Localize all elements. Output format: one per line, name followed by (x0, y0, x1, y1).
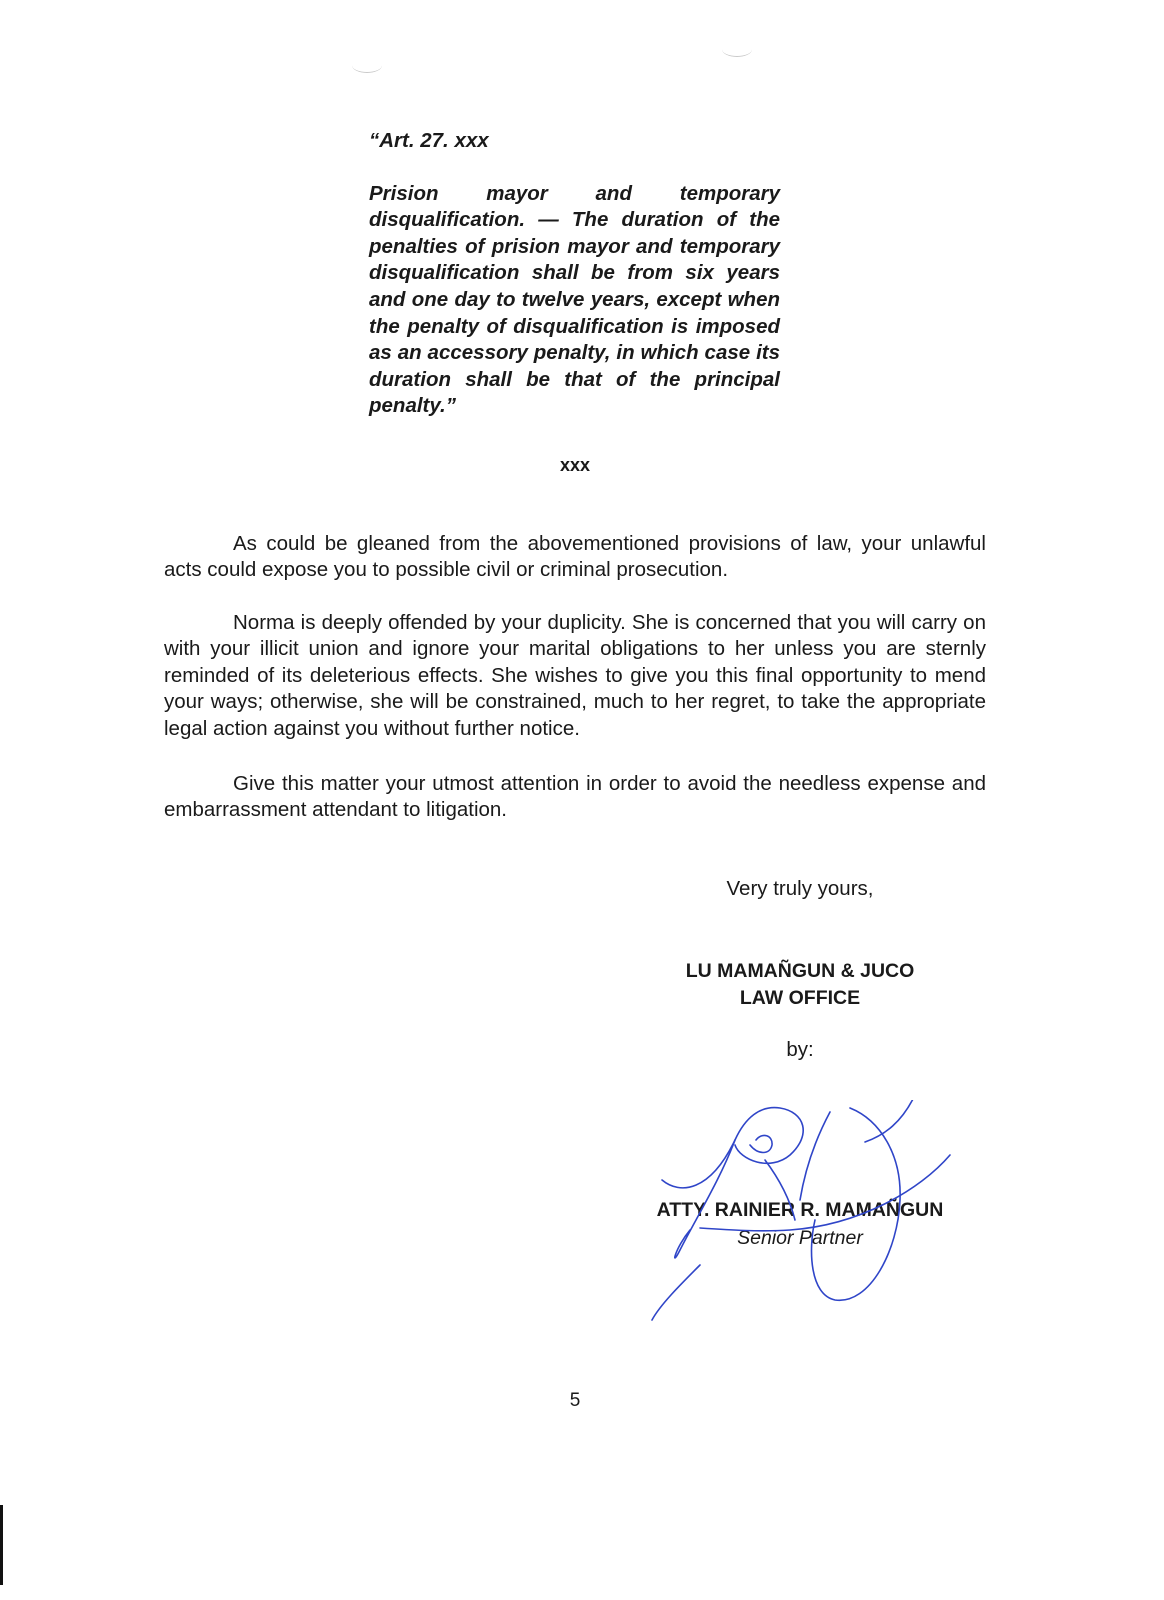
quoted-provision (369, 128, 780, 420)
punch-hole-mark-left (352, 58, 382, 73)
closing-salutation: Very truly yours, (726, 877, 874, 900)
quote-body: Prision mayor and temporary disqualification. — The duration of the penalties of prision mayor and temporary disqualification shall be from six years and one day to twelve years, except when the penalty of disqualification is imposed as an accessory penalty, in which case its duration shall be that of the principal penalty.” (369, 181, 780, 418)
quote-omission-mark: xxx (559, 455, 591, 475)
signer-name: ATTY. RAINIER R. MAMAÑGUN (656, 1199, 944, 1221)
paragraph-prosecution: As could be gleaned from the abovementioned provisions of law, your unlawful acts could expose you to possible civil or criminal prosecution. (164, 532, 986, 582)
paragraph-attention: Give this matter your utmost attention in order to avoid the needless expense and embarrassment attendant to litigation. (164, 772, 986, 822)
signer-title: Senior Partner (737, 1227, 863, 1249)
by-label: by: (786, 1038, 814, 1061)
scan-edge-mark (0, 1505, 3, 1585)
firm-name (640, 958, 960, 1012)
firm-name-line2: LAW OFFICE (739, 987, 861, 1009)
firm-name-line1: LU MAMAÑGUN & JUCO (685, 960, 915, 982)
quote-heading: “Art. 27. xxx (369, 129, 489, 152)
page-number: 5 (569, 1390, 581, 1411)
handwritten-signature (640, 1100, 980, 1340)
paragraph-norma: Norma is deeply offended by your duplicity. She is concerned that you will carry on with your illicit union and ignore your marital obligations to her unless you are sternly reminded of its deleterious effects. She wishes to give you this final opportunity to mend your ways; otherwise, she will be constrained, much to her regret, to take the appropriate legal action against you without further notice. (164, 611, 986, 740)
punch-hole-mark-right (722, 42, 752, 57)
